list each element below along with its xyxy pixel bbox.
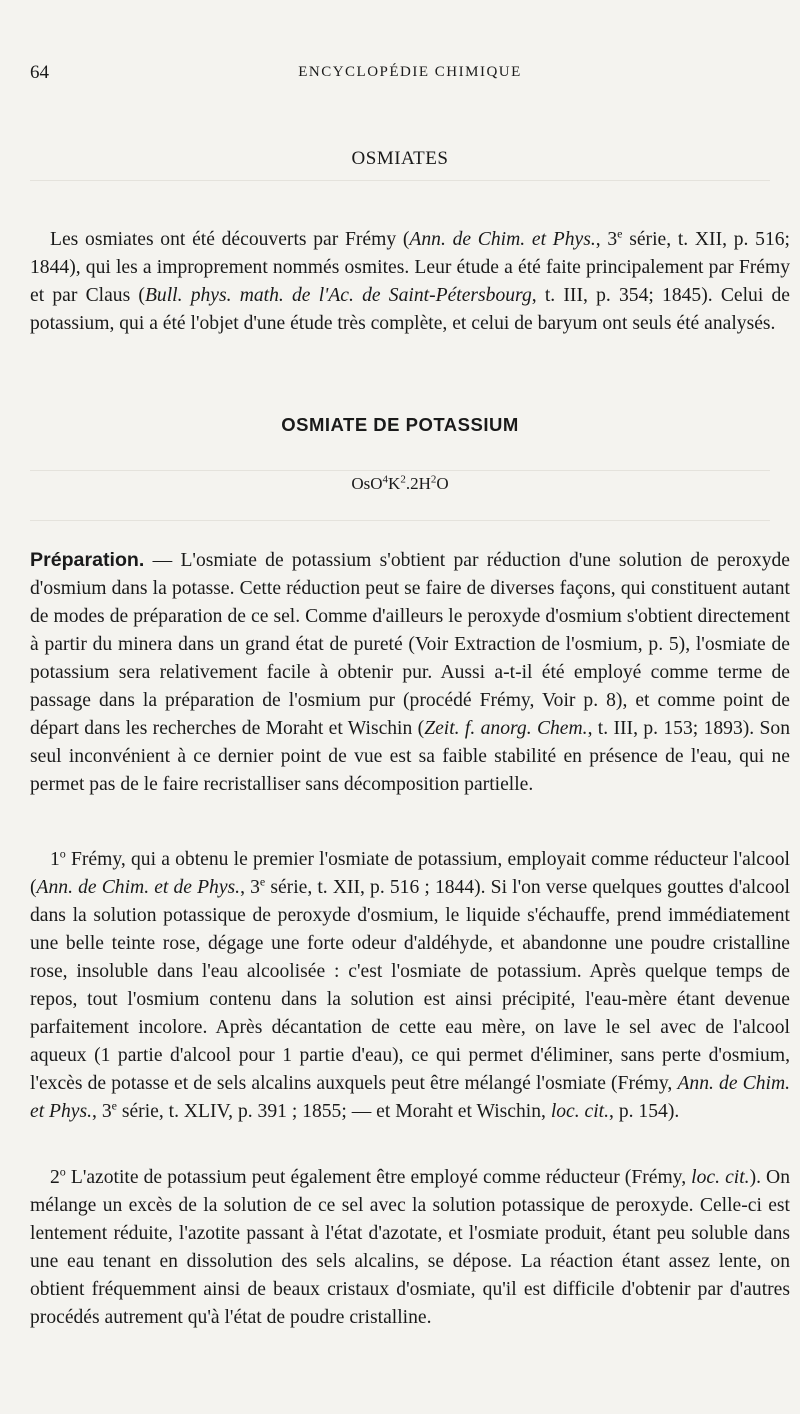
preparation-paragraph: Préparation. — L'osmiate de potassium s'obtient par réduction d'une solution de peroxyde d'osmium dans la potasse. Cette réduction peut se faire de diverses façons, qui constituent autant de modes de préparation de ce sel. Comme d'ailleurs le peroxyde d'osmium s'obtient directement à partir du minera dans un grand état de pureté (Voir Extraction de l'osmium, p. 5), l'osmiate de potassium sera relativement facile à obtenir pur. Aussi a-t-il été employé comme terme de passage dans la préparation de l'osmium pur (procédé Frémy, Voir p. 8), et comme point de départ dans les recherches de Moraht et Wischin (Zeit. f. anorg. Chem., t. III, p. 153; 1893). Son seul inconvénient à ce dernier point de vue est sa faible stabilité en présence de l'eau, qui ne permet pas de le faire recristalliser sans décomposition partielle. [30, 549, 791, 795]
show-through-line [30, 520, 770, 521]
page-header [30, 62, 790, 92]
show-through-line [30, 470, 770, 471]
method-1-paragraph: 1$^o$ Frémy, qui a obtenu le premier l'osmiate de potassium, employait comme réducteur l'alcool (Ann. de Chim. et de Phys., 3e série, t. XII, p. 516 ; 1844). Si l'on verse quelques gouttes d'alcool dans la solution potassique de peroxyde d'osmium, le liquide s'échauffe, prend immédiatement une belle teinte rose, dégage une forte odeur d'aldéhyde, et abandonne une poudre cristalline rose, insoluble dans l'eau alcoolisée : c'est l'osmiate de potassium. Après quelque temps de repos, tout l'osmium contenu dans la solution est ainsi précipité, l'eau-mère étant devenue parfaitement incolore. Après décantation de cette eau mère, on lave le sel avec de l'alcool aqueux (1 partie d'alcool pour 1 partie d'eau), ce qui permet d'éliminer, sans perte d'osmium, l'excès de potasse et de sels alcalins auxquels peut être mélangé l'osmiate (Frémy, Ann. de Chim. et Phys., 3e série, t. XLIV, p. 391 ; 1855; — et Moraht et Wischin, loc. cit., p. 154). [30, 846, 791, 1122]
chemical-formula: $OsO^4K^2.2H^2O$ [351, 473, 449, 493]
method-2-paragraph: 2$^o$ L'azotite de potassium peut également être employé comme réducteur (Frémy, loc. cit.). On mélange un excès de la solution de ce sel avec la solution potassique de peroxyde. Celle-ci est lentement réduite, l'azotite passant à l'état d'azotate, et l'osmiate produit, étant peu soluble dans une eau tenant en dissolution des sels alcalins, se dépose. La réaction étant assez lente, on obtient fréquemment ainsi de beaux cristaux d'osmiate, qu'il est difficile d'obtenir par d'autres procédés autrement qu'à l'état de poudre cristalline. [30, 1164, 790, 1328]
citation: Bull. phys. math. de l'Ac. de Saint-Pétersbourg [144, 285, 532, 306]
show-through-line [30, 180, 770, 181]
citation: Zeit. f. anorg. Chem. [424, 718, 588, 739]
citation: Ann. de Chim. et Phys. [409, 229, 596, 250]
compound-title: OSMIATE DE POTASSIUM [281, 414, 519, 435]
intro-paragraph: Les osmiates ont été découverts par Frémy (Ann. de Chim. et Phys., 3e série, t. XII, p. 516; 1844), qui les a improprement nommés osmites. Leur étude a été faite principalement par Frémy et par Claus (Bull. phys. math. de l'Ac. de Saint-Pétersbourg, t. III, p. 354; 1845). Celui de potassium, qui a été l'objet d'une étude très complète, et celui de baryum ont seuls été analysés. [30, 226, 790, 334]
citation: Ann. de Chim. et Phys. [30, 1073, 791, 1122]
citation: loc. cit. [691, 1167, 750, 1188]
running-title: ENCYCLOPÉDIE CHIMIQUE [298, 64, 522, 80]
citation: loc. cit. [550, 1101, 610, 1122]
section-title: OSMIATES [351, 148, 449, 169]
page-number: 64 [30, 62, 49, 83]
paragraph-lead: Préparation. [30, 549, 145, 571]
citation: Ann. de Chim. et de Phys. [36, 877, 241, 898]
